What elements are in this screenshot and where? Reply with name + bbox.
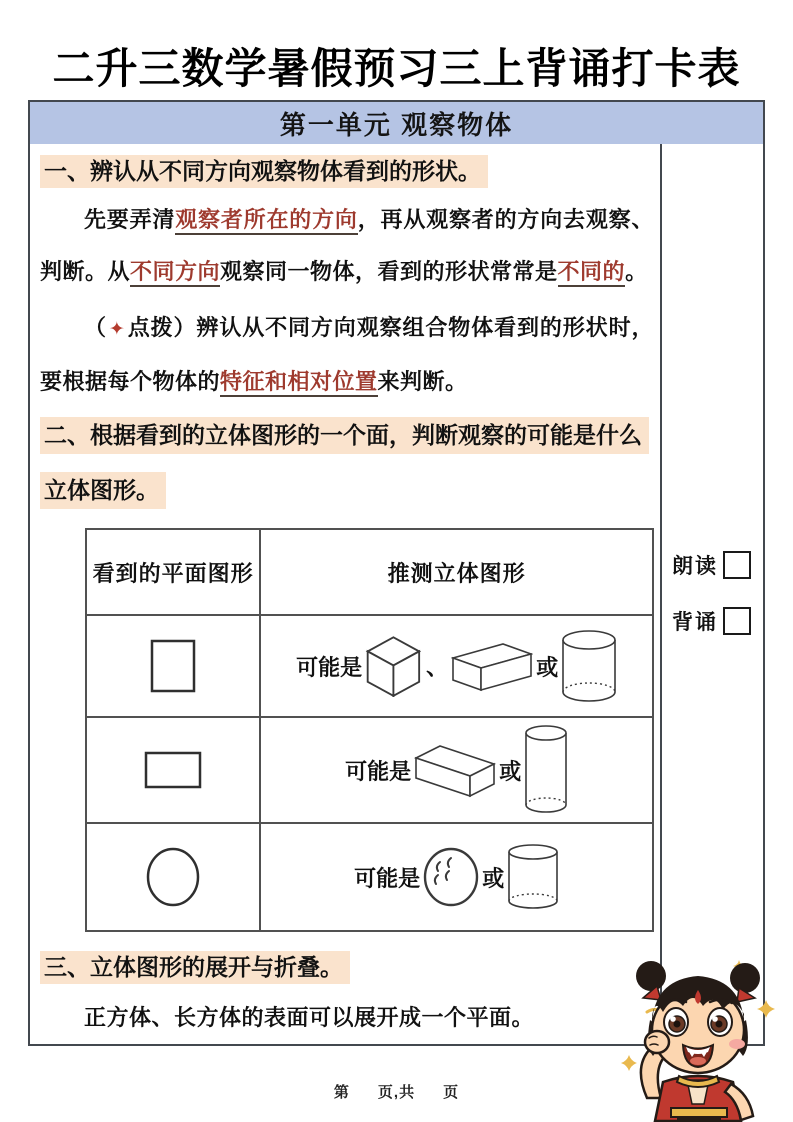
solid-answer-cell (260, 823, 653, 931)
text-run: ，再从观察者的方向去观察、判断。从 (40, 207, 654, 284)
read-aloud-check-item (672, 550, 751, 580)
text-run: 辨认从不同方向观察组合物体看到的形状时，要根据每个物体的 (40, 315, 654, 394)
checkin-sidebar (662, 144, 765, 1044)
table-row-square (86, 615, 653, 717)
section3-heading (40, 948, 654, 986)
circle-icon (146, 847, 200, 907)
answer-prefix: 可能是 (345, 758, 412, 784)
cuboid-icon (414, 742, 496, 798)
table-header-row (86, 529, 653, 615)
cuboid-icon (451, 640, 533, 692)
solid-answer-cell (260, 615, 653, 717)
section2-heading (40, 408, 654, 518)
table-header-plane: 看到的平面图形 (86, 529, 260, 615)
answer-separator: 或 (499, 758, 522, 784)
plane-shape-cell (86, 615, 260, 717)
mascot-illustration (617, 950, 779, 1122)
emphasis-term: 不同的 (558, 259, 626, 287)
section1-heading (40, 152, 654, 190)
read-aloud-label: 朗读 (672, 555, 718, 578)
section2-heading-line2: 立体图形。 (40, 472, 166, 509)
section1-tip-paragraph (40, 302, 654, 408)
girl-mascot-icon (617, 950, 779, 1122)
content-box (28, 144, 765, 1046)
unit-header-bar (28, 100, 765, 146)
read-aloud-checkbox[interactable] (723, 551, 751, 579)
answer-separator: 或 (536, 654, 559, 680)
cube-icon (365, 635, 423, 697)
page-title: 二升三数学暑假预习三上背诵打卡表 (52, 47, 741, 93)
unit-header-label: 第一单元 观察物体 (279, 109, 514, 140)
answer-prefix: 可能是 (354, 865, 421, 891)
tip-label: 点拨） (127, 315, 197, 340)
plane-shape-cell (86, 823, 260, 931)
text-run: 先要弄清 (84, 207, 176, 232)
recite-checkbox[interactable] (723, 607, 751, 635)
main-area (30, 144, 660, 1044)
footer-text: 页,共 (377, 1084, 416, 1101)
section3-paragraph: 正方体、长方体的表面可以展开成一个平面。 (84, 1005, 535, 1030)
text-run: 观察同一物体，看到的形状常常是 (220, 259, 558, 284)
solid-answer-cell (260, 717, 653, 823)
text-run: 来判断。 (377, 369, 468, 394)
sphere-icon (423, 847, 479, 907)
recite-label: 背诵 (672, 611, 718, 634)
emphasis-term: 观察者所在的方向 (175, 207, 358, 235)
table-row-rectangle (86, 717, 653, 823)
rectangle-icon (144, 751, 202, 789)
answer-separator: 或 (482, 865, 505, 891)
footer-text: 第 (333, 1084, 350, 1101)
answer-prefix: 可能是 (296, 654, 363, 680)
emphasis-term: 不同方向 (130, 259, 220, 287)
sparkle-icon: ✦ (108, 319, 126, 340)
cylinder-icon (561, 630, 617, 702)
text-run: 。 (625, 259, 648, 284)
tall-cylinder-icon (524, 725, 568, 815)
footer-text: 页 (443, 1084, 460, 1101)
table-header-solid: 推测立体图形 (260, 529, 653, 615)
plane-shape-cell (86, 717, 260, 823)
shape-inference-table (85, 528, 654, 932)
section3-heading-text: 三、立体图形的展开与折叠。 (40, 951, 350, 984)
cylinder-icon (507, 844, 559, 910)
emphasis-term: 特征和相对位置 (220, 369, 378, 397)
section2-heading-line1: 二、根据看到的立体图形的一个面，判断观察的可能是什么 (40, 417, 649, 454)
section1-heading-text: 一、辨认从不同方向观察物体看到的形状。 (40, 155, 488, 188)
square-icon (150, 639, 196, 693)
answer-separator: 、 (426, 654, 449, 680)
recite-check-item (672, 606, 751, 636)
section1-paragraph (40, 194, 654, 298)
table-row-circle (86, 823, 653, 931)
text-run: （ (84, 315, 107, 340)
